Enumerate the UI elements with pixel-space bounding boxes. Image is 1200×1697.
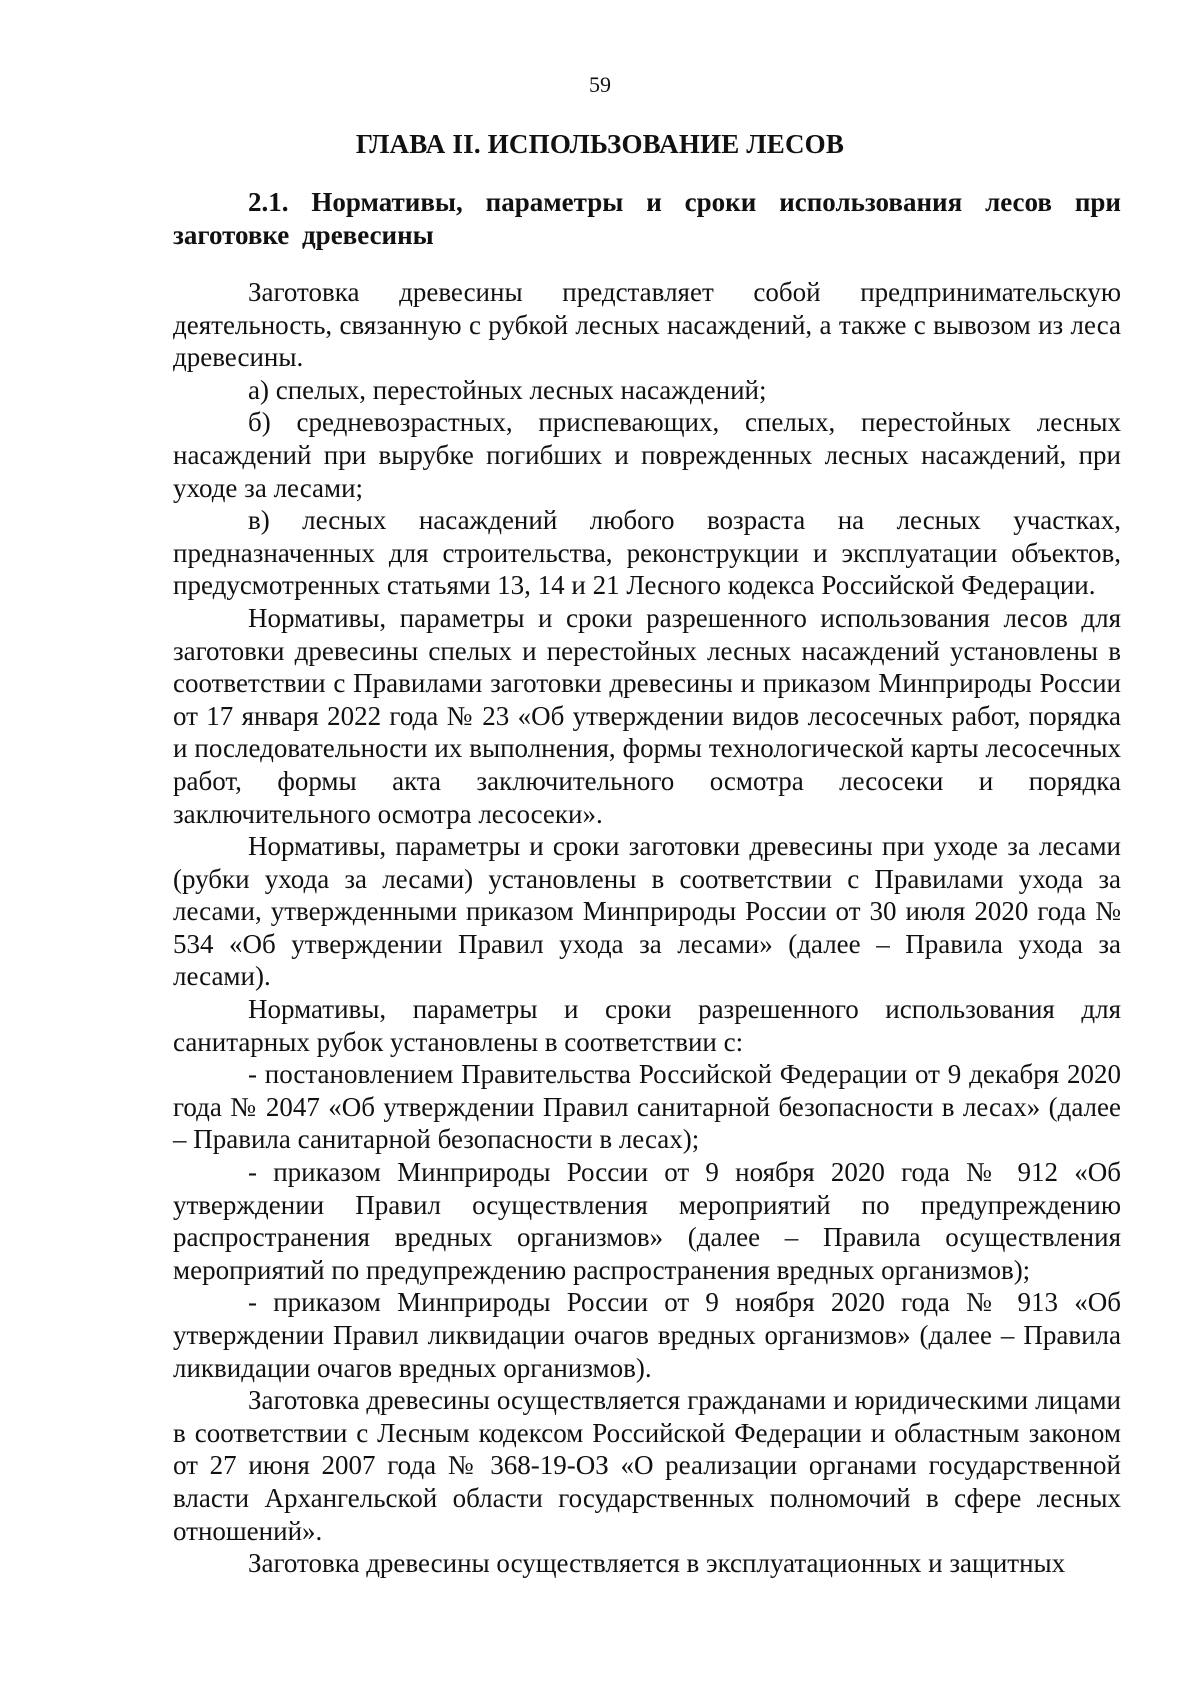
paragraph-thinning: Нормативы, параметры и сроки заготовки древесины при уходе за лесами (рубки ухода за лесами) установлены в соответствии с Правилами ухода за лесами, утвержденными приказом Минприроды России от 30 июля 2020 года № 534 «Об утверждении Правил ухода за лесами» (далее – Правила ухода за лесами).	[173, 831, 1121, 992]
paragraph-mature-stands: Нормативы, параметры и сроки разрешенного использования лесов для заготовки древесины спелых и перестойных лесных насаждений установлены в соответствии с Правилами заготовки древесины и приказом Минприроды России от 17 января 2022 года № 23 «Об утверждении видов лесосечных работ, порядка и последовательности их выполнения, формы технологической карты лесосечных работ, формы акта заключительного осмотра лесосеки и порядка заключительного осмотра лесосеки».	[173, 602, 1121, 829]
dash-item-912: - приказом Минприроды России от 9 ноября 2020 года № 912 «Об утверждении Правил осуществления мероприятий по предупреждению распространения вредных организмов» (далее – Правила осуществления мероприятий по предупреждению распространения вредных организмов);	[173, 1157, 1121, 1285]
paragraph-sanitary: Нормативы, параметры и сроки разрешенного использования для санитарных рубок установлены в соответствии с:	[173, 994, 1121, 1057]
dash-item-2047: - постановлением Правительства Российской Федерации от 9 декабря 2020 года № 2047 «Об утверждении Правил санитарной безопасности в лесах» (далее – Правила санитарной безопасности в лесах);	[173, 1059, 1121, 1155]
chapter-title: ГЛАВА II. ИСПОЛЬЗОВАНИЕ ЛЕСОВ	[355, 129, 845, 159]
paragraph-intro: Заготовка древесины представляет собой предпринимательскую деятельность, связанную с рубкой лесных насаждений, а также с вывозом из леса древесины.	[173, 277, 1121, 373]
paragraph-forests: Заготовка древесины осуществляется в эксплуатационных и защитных	[248, 1548, 1066, 1579]
body-text	[173, 276, 1121, 1580]
paragraph-citizens: Заготовка древесины осуществляется гражданами и юридическими лицами в соответствии с Лесным кодексом Российской Федерации и областным законом от 27 июня 2007 года № 368-19-ОЗ «О реализации органами государственной власти Архангельской области государственных полномочий в сфере лесных отношений».	[173, 1385, 1121, 1546]
list-item-b: б) средневозрастных, приспевающих, спелых, перестойных лесных насаждений при вырубке погибших и поврежденных лесных насаждений, при уходе за лесами;	[173, 407, 1121, 503]
list-item-c: в) лесных насаждений любого возраста на лесных участках, предназначенных для строительства, реконструкции и эксплуатации объектов, предусмотренных статьями 13, 14 и 21 Лесного кодекса Российской Федерации.	[173, 505, 1121, 601]
dash-item-913: - приказом Минприроды России от 9 ноября 2020 года № 913 «Об утверждении Правил ликвидации очагов вредных организмов» (далее – Правила ликвидации очагов вредных организмов).	[173, 1287, 1121, 1383]
section-title: 2.1. Нормативы, параметры и сроки использования лесов при заготовке древесины	[173, 187, 1121, 250]
page-number: 59	[589, 72, 611, 97]
list-item-a: а) спелых, перестойных лесных насаждений;	[248, 374, 767, 405]
